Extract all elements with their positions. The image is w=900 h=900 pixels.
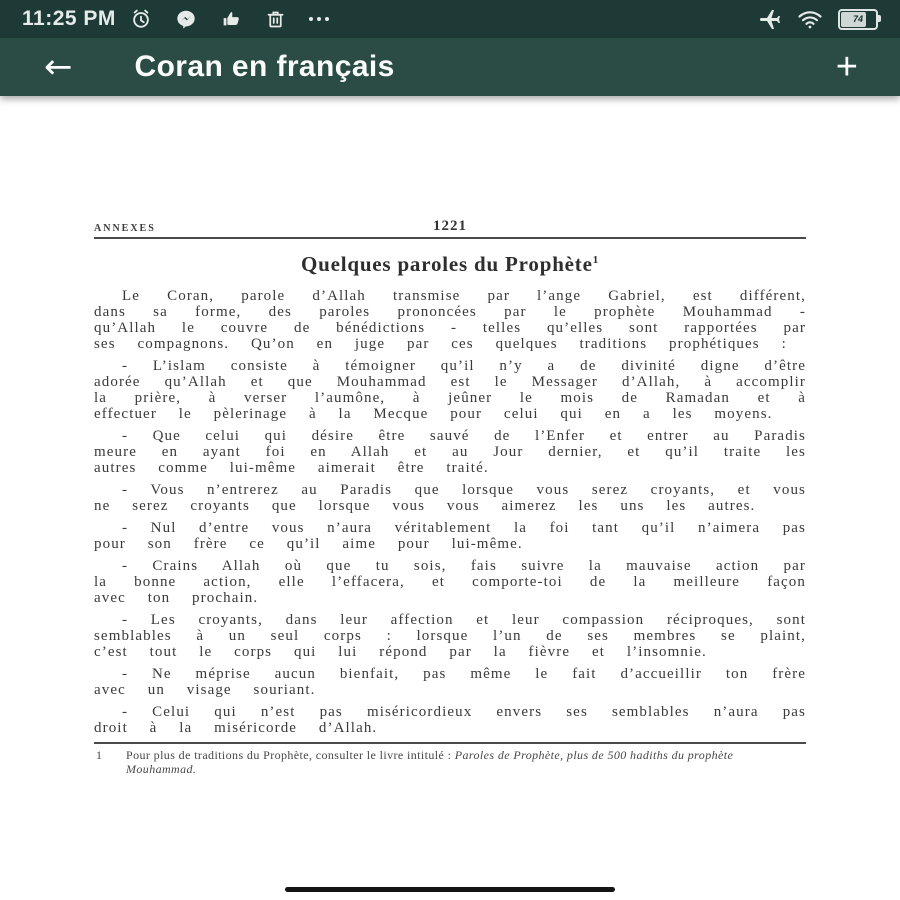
- paragraph: - Les croyants, dans leur affection et leur compassion réciproques, sont semblables à un seul corps : lorsque l’un de ses membres se plaint, c’est tout le corps qui lui répond par la fièvre et l’insomnie.: [94, 612, 806, 660]
- battery-level: 74: [852, 14, 863, 24]
- status-bar: [0, 0, 900, 38]
- paragraph: - Que celui qui désire être sauvé de l’Enfer et entrer au Paradis meure en ayant foi en Allah et au Jour dernier, et qu’il traite les autres comme lui-même aimerait être traité.: [94, 428, 806, 476]
- alarm-icon: [130, 8, 152, 30]
- home-indicator[interactable]: [285, 887, 615, 892]
- paragraph: Le Coran, parole d’Allah transmise par l’ange Gabriel, est différent, dans sa forme, des paroles prononcées par le prophète Mouhammad - qu’Allah le couvre de bénédictions - telles qu’elles sont rapportées par ses compagnons. Qu’on en juge par ces quelques traditions prophétiques :: [94, 288, 806, 352]
- book-page: [94, 218, 806, 776]
- paragraph: - Nul d’entre vous n’aura véritablement la foi tant qu’il n’aimera pas pour son frère ce qu’il aime pour lui-même.: [94, 520, 806, 552]
- messenger-icon: [175, 8, 197, 30]
- notification-icons: [130, 8, 329, 30]
- clock: 11:25 PM: [22, 7, 116, 30]
- airplane-mode-icon: [758, 7, 782, 31]
- paragraph: - Ne méprise aucun bienfait, pas même le fait d’accueillir ton frère avec un visage souriant.: [94, 666, 806, 698]
- footnote-reference: 1: [592, 254, 600, 266]
- thumb-up-icon: [220, 8, 242, 30]
- footnote-marker: 1: [96, 748, 103, 762]
- page-header: [94, 218, 806, 239]
- footnote-text: [126, 748, 806, 776]
- more-notifications-icon: [309, 17, 329, 21]
- app-bar: [0, 38, 900, 96]
- chapter-title-text: Quelques paroles du Prophète: [300, 252, 593, 276]
- trash-icon: [265, 9, 286, 30]
- running-head: ANNEXES: [94, 223, 156, 234]
- battery-icon: [838, 9, 878, 30]
- paragraph: - L’islam consiste à témoigner qu’il n’y a de divinité digne d’être adorée qu’Allah et que Mouhammad est le Messager d’Allah, à accomplir la prière, à verser l’aumône, à jeûner le mois de Ramadan et à effectuer le pèlerinage à la Mecque pour celui qui en a les moyens.: [94, 358, 806, 422]
- footnote: [94, 742, 806, 776]
- paragraph: - Vous n’entrerez au Paradis que lorsque vous serez croyants, et vous ne serez croyants que lorsque vous vous aimerez les uns les autres.: [94, 482, 806, 514]
- paragraph: - Crains Allah où que tu sois, fais suivre la mauvaise action par la bonne action, elle l’effacera, et comporte-toi de la meilleure façon avec ton prochain.: [94, 558, 806, 606]
- document-scroll-area[interactable]: [0, 96, 900, 900]
- back-button[interactable]: ←: [44, 47, 73, 87]
- footnote-lead: Pour plus de traditions du Prophète, consulter le livre intitulé :: [126, 748, 455, 762]
- body-text: [94, 288, 806, 736]
- system-icons: [758, 7, 878, 31]
- wifi-icon: [797, 8, 823, 30]
- page-number: 1221: [433, 218, 467, 234]
- footnote-book-title: Paroles de Prophète, plus de 500 hadiths du prophète Mouhammad.: [126, 748, 734, 776]
- add-button[interactable]: +: [835, 46, 858, 88]
- chapter-title: [94, 252, 806, 277]
- paragraph: - Celui qui n’est pas miséricordieux envers ses semblables n’aura pas droit à la miséricorde d’Allah.: [94, 704, 806, 736]
- page-title: Coran en français: [134, 50, 395, 83]
